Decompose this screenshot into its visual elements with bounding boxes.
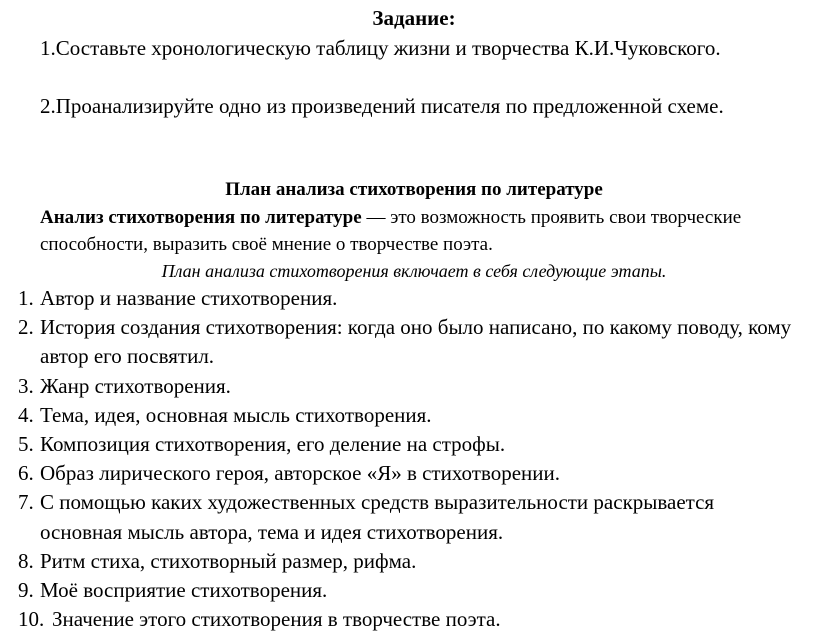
plan-intro-bold: Анализ стихотворения по литературе	[40, 207, 362, 228]
plan-step	[0, 284, 800, 313]
plan-step-number: 3.	[18, 373, 34, 398]
plan-steps-list	[0, 284, 828, 634]
plan-step-text: С помощью каких художественных средств выразительности раскрывается основная мысль автора, тема и идея стихотворения.	[40, 490, 715, 544]
plan-intro-text: — это возможность проявить свои творческие способности, выразить своё мнение о творчестве поэта.	[40, 207, 742, 255]
plan-step-text: История создания стихотворения: когда оно было написано, по какому поводу, кому автор его посвятил.	[40, 315, 792, 369]
plan-step-text: Образ лирического героя, авторское «Я» в стихотворении.	[40, 461, 561, 486]
plan-step-number: 6.	[18, 461, 34, 486]
plan-step-number: 9.	[18, 578, 34, 603]
plan-step	[0, 488, 800, 546]
task-item-2: 2.Проанализируйте одно из произведений писателя по предложенной схеме.	[40, 94, 724, 118]
plan-stages-intro-text: План анализа стихотворения включает в себя следующие этапы.	[161, 261, 667, 281]
plan-step-text: Композиция стихотворения, его деление на строфы.	[40, 432, 506, 457]
plan-step-number: 4.	[18, 402, 34, 427]
plan-step	[0, 313, 800, 371]
plan-step	[0, 430, 800, 459]
plan-step-text: Значение этого стихотворения в творчестве поэта.	[52, 607, 501, 632]
plan-step-number: 5.	[18, 432, 34, 457]
plan-step	[0, 401, 800, 430]
plan-step-number: 2.	[18, 315, 34, 340]
plan-step-text: Ритм стиха, стихотворный размер, рифма.	[40, 548, 417, 573]
plan-step-text: Тема, идея, основная мысль стихотворения.	[40, 402, 432, 427]
plan-step	[0, 459, 800, 488]
plan-title-text: План анализа стихотворения по литературе	[225, 179, 603, 200]
plan-step	[0, 605, 812, 634]
plan-step	[0, 547, 800, 576]
plan-stages-intro	[0, 258, 828, 284]
plan-step-number: 8.	[18, 548, 34, 573]
plan-step	[0, 576, 800, 605]
task-item-1: 1.Составьте хронологическую таблицу жизни и творчества К.И.Чуковского.	[40, 36, 721, 60]
plan-step-text: Жанр стихотворения.	[40, 373, 231, 398]
plan-step-number: 7.	[18, 490, 34, 515]
plan-step-number: 10.	[18, 607, 45, 632]
task-title: Задание:	[372, 6, 456, 30]
plan-step-number: 1.	[18, 286, 34, 310]
plan-step	[0, 372, 800, 401]
plan-step-text: Моё восприятие стихотворения.	[40, 578, 328, 603]
plan-step-text: Автор и название стихотворения.	[40, 286, 338, 310]
plan-intro	[40, 204, 800, 258]
plan-title	[0, 178, 828, 202]
